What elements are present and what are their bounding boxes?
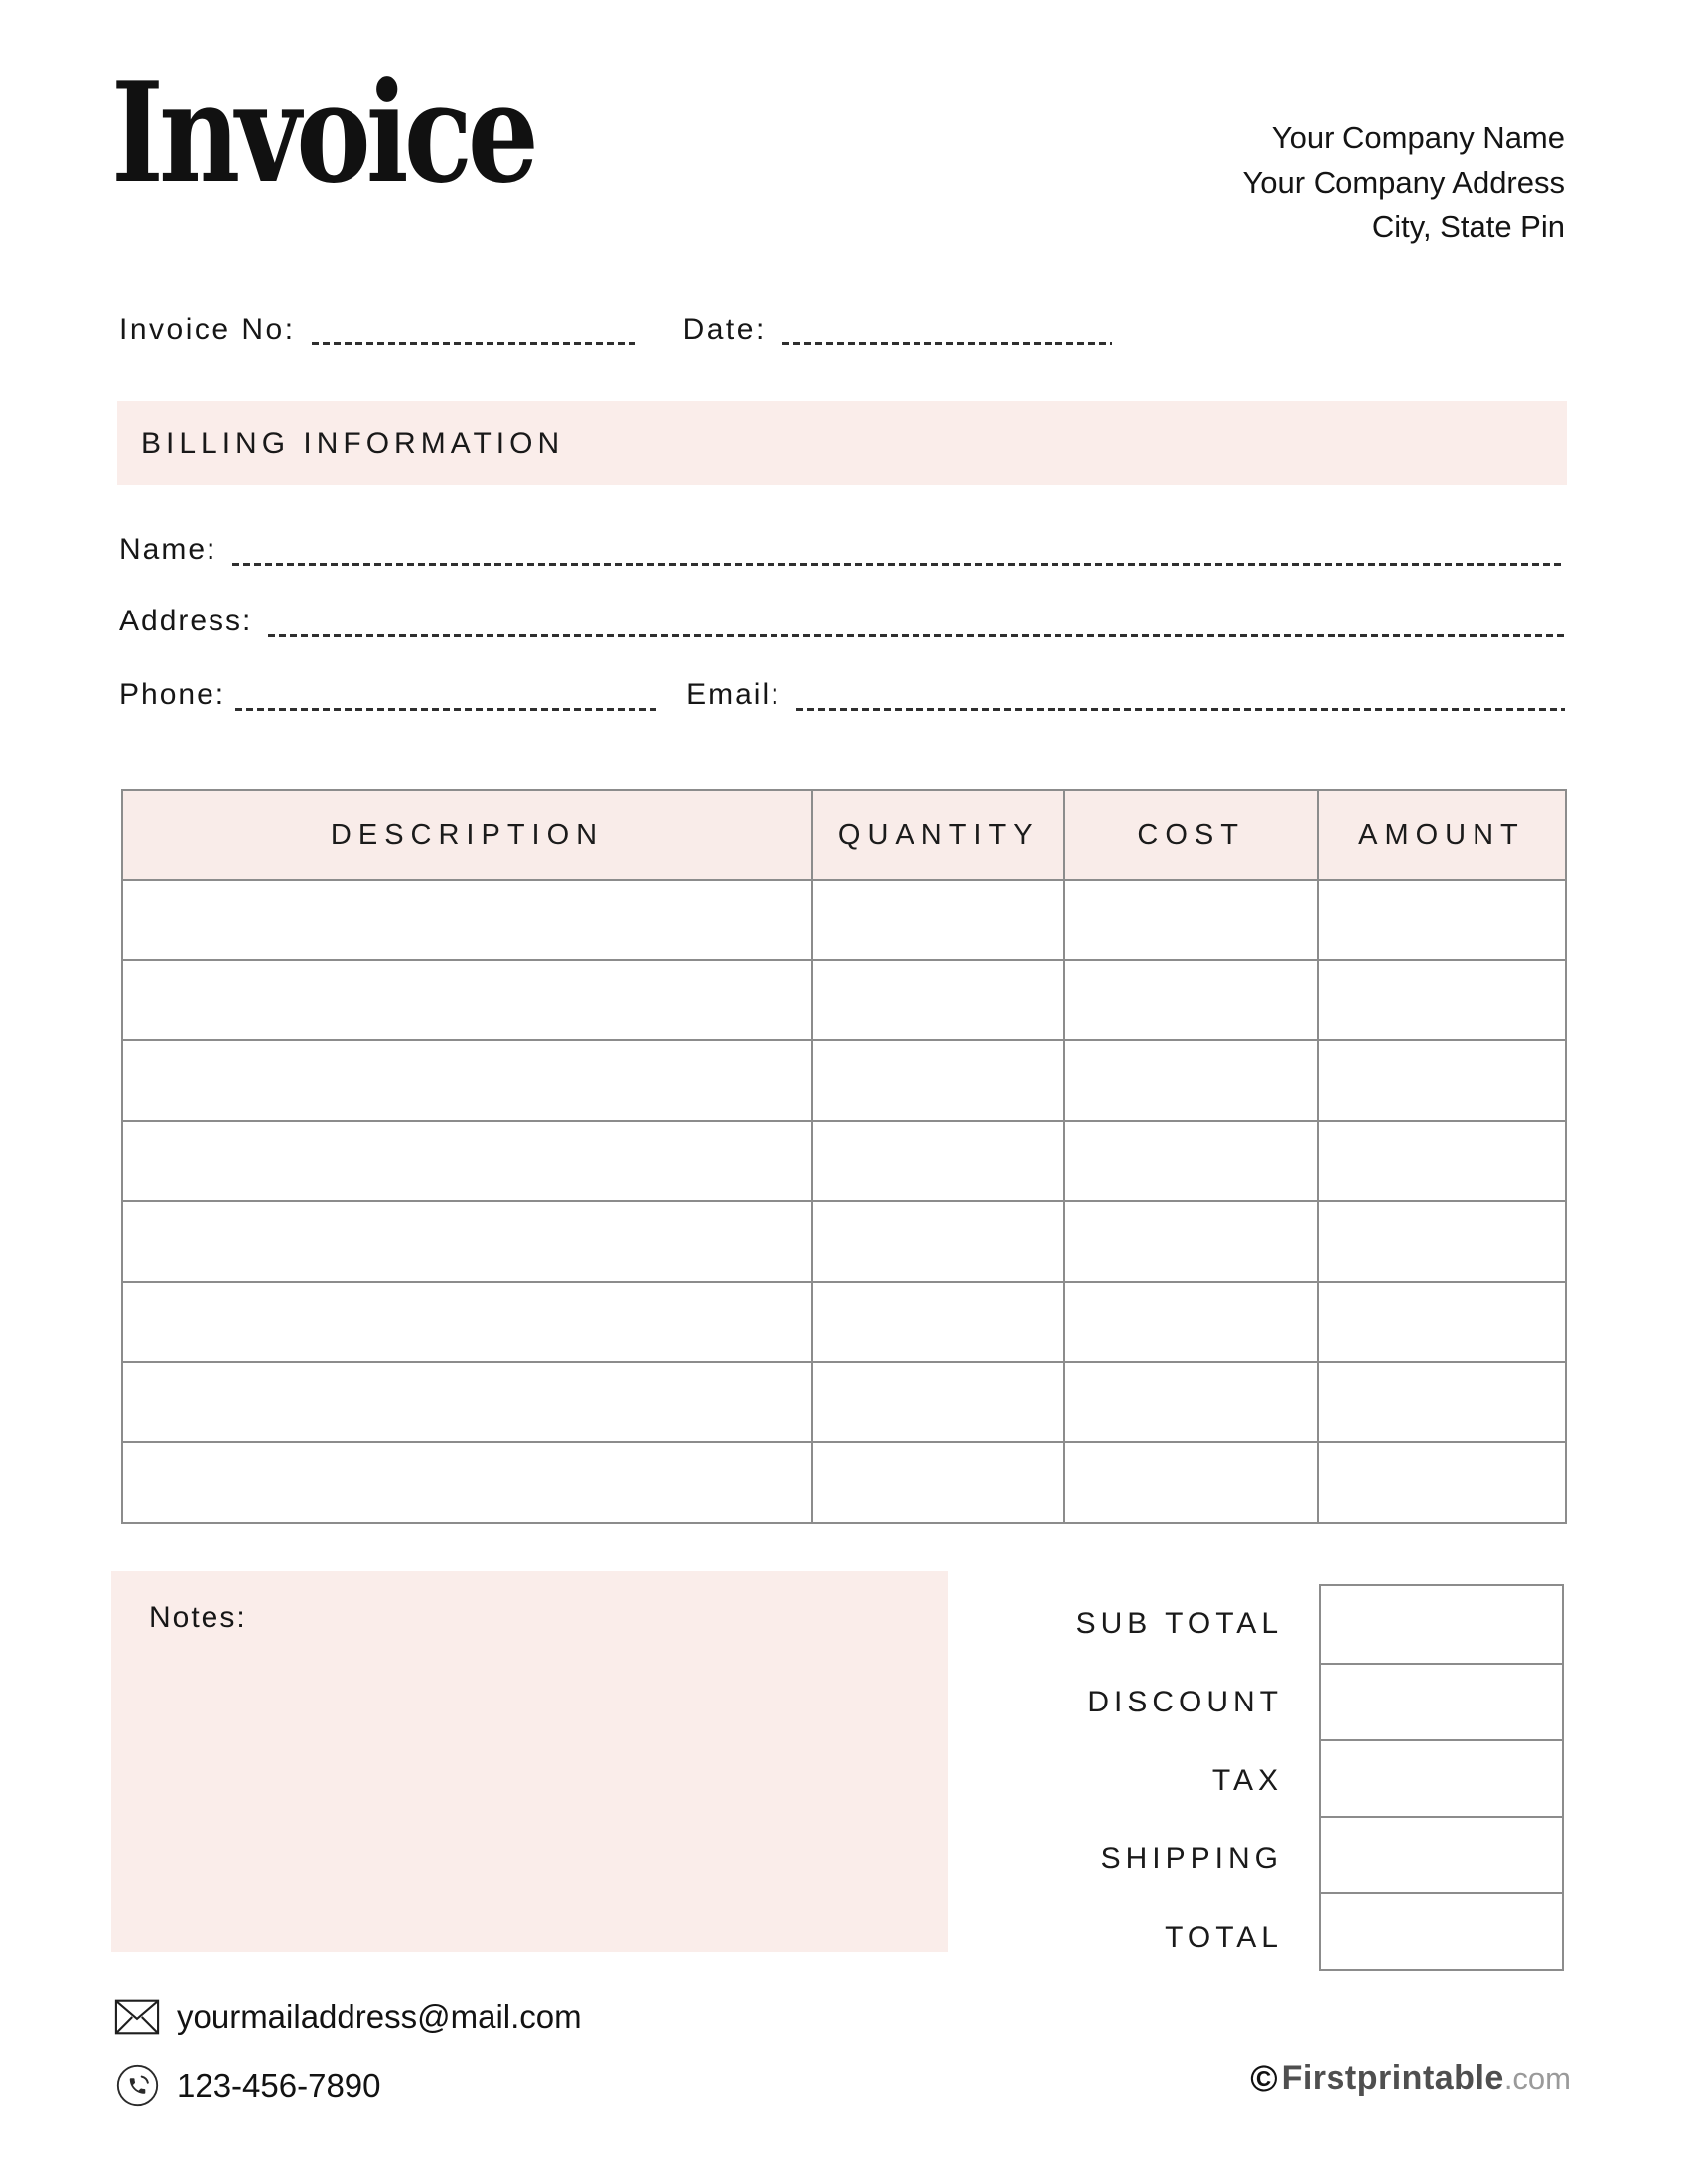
footer-phone-row xyxy=(113,2063,381,2108)
notes-label: Notes: xyxy=(149,1601,247,1634)
brand-name: Firstprintable xyxy=(1281,2059,1504,2097)
tax-value-box[interactable] xyxy=(1321,1739,1562,1816)
company-name: Your Company Name xyxy=(1271,120,1565,155)
company-info xyxy=(1242,115,1565,249)
address-label: Address: xyxy=(119,605,253,637)
cell-quantity[interactable] xyxy=(812,1442,1064,1523)
cell-cost[interactable] xyxy=(1064,1362,1317,1442)
table-row xyxy=(122,880,1566,960)
total-label: TOTAL xyxy=(1165,1920,1283,1954)
subtotal-label: SUB TOTAL xyxy=(1075,1606,1283,1640)
cell-amount[interactable] xyxy=(1318,1040,1566,1121)
items-table xyxy=(121,789,1567,1524)
table-row xyxy=(122,960,1566,1040)
cell-amount[interactable] xyxy=(1318,1282,1566,1362)
billing-phone-email-row xyxy=(119,675,1565,715)
company-address: Your Company Address xyxy=(1242,165,1565,200)
cell-quantity[interactable] xyxy=(812,1201,1064,1282)
tax-label: TAX xyxy=(1211,1763,1283,1797)
shipping-label: SHIPPING xyxy=(1100,1842,1283,1875)
cell-description[interactable] xyxy=(122,1362,812,1442)
cell-quantity[interactable] xyxy=(812,1282,1064,1362)
cell-cost[interactable] xyxy=(1064,1442,1317,1523)
name-label: Name: xyxy=(119,533,217,566)
cell-amount[interactable] xyxy=(1318,1201,1566,1282)
cell-description[interactable] xyxy=(122,1442,812,1523)
billing-name-row xyxy=(119,530,1565,570)
cell-quantity[interactable] xyxy=(812,1121,1064,1201)
totals-boxes xyxy=(1319,1584,1564,1971)
table-row xyxy=(122,1121,1566,1201)
cell-quantity[interactable] xyxy=(812,960,1064,1040)
invoice-no-label: Invoice No: xyxy=(119,313,296,345)
totals-labels xyxy=(695,1584,1283,1977)
phone-icon xyxy=(113,2063,161,2108)
billing-address-row xyxy=(119,602,1565,641)
company-city-line: City, State Pin xyxy=(1371,209,1565,244)
discount-label: DISCOUNT xyxy=(1087,1685,1283,1718)
cell-amount[interactable] xyxy=(1318,1121,1566,1201)
column-header-description: DESCRIPTION xyxy=(122,790,812,880)
invoice-meta-row xyxy=(119,310,1565,349)
cell-cost[interactable] xyxy=(1064,880,1317,960)
cell-cost[interactable] xyxy=(1064,1121,1317,1201)
table-row xyxy=(122,1040,1566,1121)
copyright-icon: © xyxy=(1250,2058,1278,2099)
column-header-quantity: QUANTITY xyxy=(812,790,1064,880)
cell-description[interactable] xyxy=(122,880,812,960)
billing-section-title: BILLING INFORMATION xyxy=(141,426,565,460)
brand-suffix: .com xyxy=(1503,2060,1571,2096)
billing-section-header xyxy=(117,401,1567,485)
footer-email-text: yourmailaddress@mail.com xyxy=(177,1998,582,2035)
envelope-icon xyxy=(113,1997,161,2037)
email-label: Email: xyxy=(686,678,781,711)
date-field[interactable] xyxy=(782,342,1112,345)
cell-description[interactable] xyxy=(122,1040,812,1121)
cell-quantity[interactable] xyxy=(812,880,1064,960)
cell-cost[interactable] xyxy=(1064,1040,1317,1121)
footer-email-row xyxy=(113,1997,582,2037)
cell-amount[interactable] xyxy=(1318,960,1566,1040)
cell-amount[interactable] xyxy=(1318,880,1566,960)
cell-cost[interactable] xyxy=(1064,1201,1317,1282)
subtotal-value-box[interactable] xyxy=(1321,1586,1562,1663)
table-row xyxy=(122,1442,1566,1523)
invoice-no-field[interactable] xyxy=(312,342,639,345)
table-row xyxy=(122,1282,1566,1362)
page-title: Invoice xyxy=(111,52,534,213)
address-field[interactable] xyxy=(268,634,1565,637)
phone-label: Phone: xyxy=(119,678,226,711)
cell-cost[interactable] xyxy=(1064,960,1317,1040)
total-value-box[interactable] xyxy=(1321,1892,1562,1969)
name-field[interactable] xyxy=(232,563,1565,566)
cell-description[interactable] xyxy=(122,960,812,1040)
email-field[interactable] xyxy=(796,708,1565,711)
column-header-cost: COST xyxy=(1064,790,1317,880)
phone-field[interactable] xyxy=(235,708,656,711)
cell-description[interactable] xyxy=(122,1121,812,1201)
cell-amount[interactable] xyxy=(1318,1362,1566,1442)
shipping-value-box[interactable] xyxy=(1321,1816,1562,1892)
items-table-header xyxy=(122,790,1566,880)
cell-description[interactable] xyxy=(122,1282,812,1362)
table-row xyxy=(122,1201,1566,1282)
items-table-body xyxy=(122,880,1566,1523)
discount-value-box[interactable] xyxy=(1321,1663,1562,1739)
column-header-amount: AMOUNT xyxy=(1318,790,1566,880)
cell-quantity[interactable] xyxy=(812,1362,1064,1442)
footer-phone-text: 123-456-7890 xyxy=(177,2066,381,2104)
cell-quantity[interactable] xyxy=(812,1040,1064,1121)
cell-cost[interactable] xyxy=(1064,1282,1317,1362)
table-row xyxy=(122,1362,1566,1442)
brand-logo[interactable] xyxy=(1250,2059,1571,2098)
cell-amount[interactable] xyxy=(1318,1442,1566,1523)
date-label: Date: xyxy=(682,313,767,345)
cell-description[interactable] xyxy=(122,1201,812,1282)
